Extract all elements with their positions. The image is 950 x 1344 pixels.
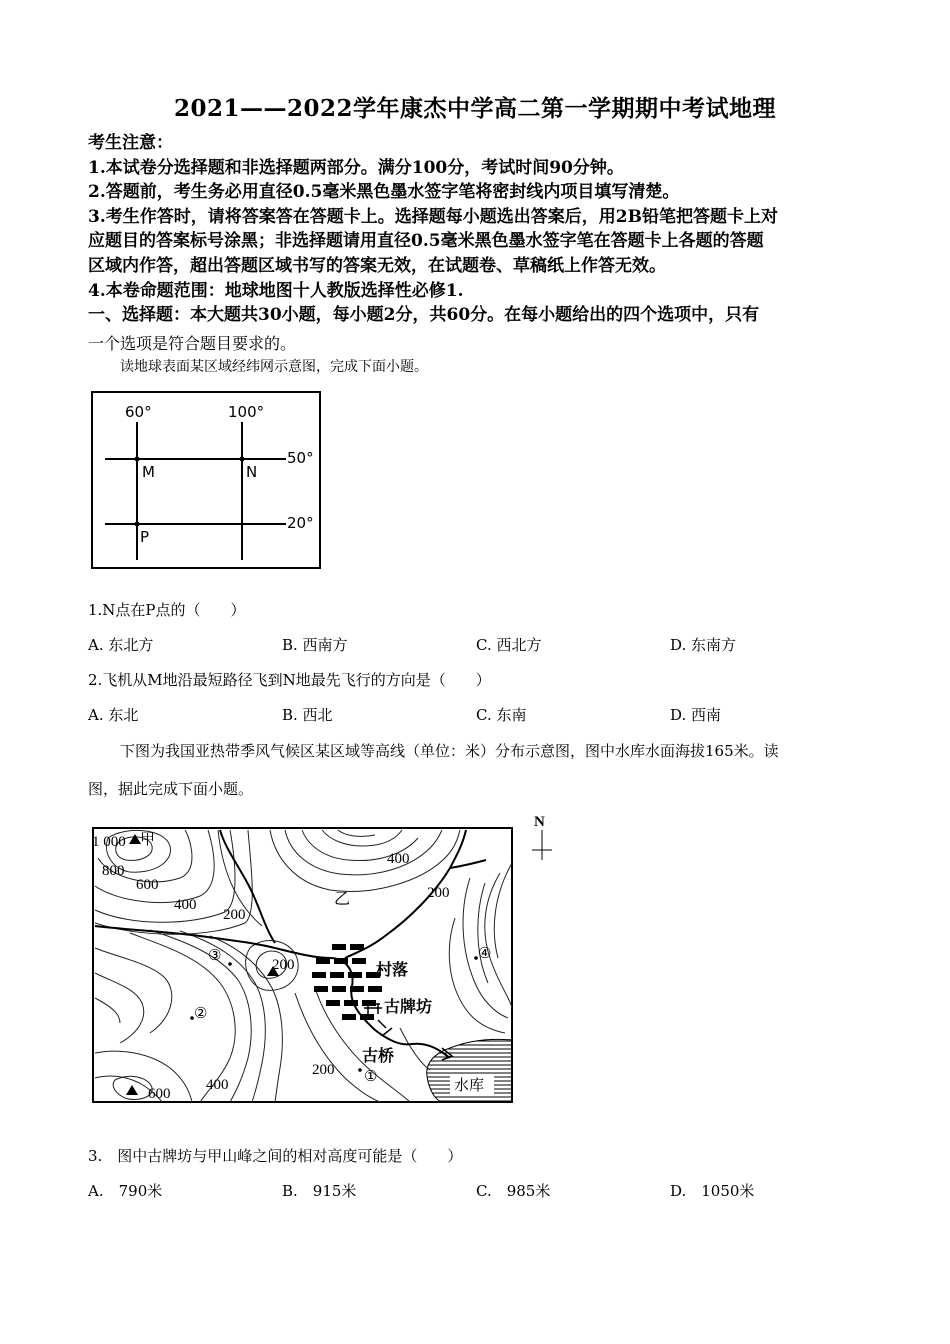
q3-option-c[interactable]: C. 985米: [476, 1182, 551, 1200]
notice-item: 3.考生作答时，请将答案答在答题卡上。选择题每小题选出答案后，用2B铅笔把答题卡上对: [88, 206, 778, 227]
exam-title: 2021——2022学年康杰中学高二第一学期期中考试地理: [173, 95, 777, 122]
contour-label-400-south: 400: [206, 1077, 229, 1093]
group2-intro-line1: 下图为我国亚热带季风气候区某区域等高线（单位：米）分布示意图，图中水库水面海拔165米。读: [120, 742, 779, 760]
site-3-label: ③: [208, 948, 222, 964]
reservoir-label: 水库: [454, 1078, 485, 1094]
site-1-label: ①: [364, 1069, 378, 1085]
contour-label-200-south: 200: [312, 1062, 335, 1078]
contour-label-400-north: 400: [387, 851, 410, 867]
q2-option-a[interactable]: A. 东北: [88, 706, 139, 724]
point-p-label: P: [140, 528, 150, 546]
contour-label-800: 800: [102, 863, 125, 879]
contour-label-600-south: 600: [148, 1086, 171, 1102]
lat-label-50: 50°: [287, 449, 314, 467]
bridge-label: 古桥: [362, 1048, 395, 1065]
place-yi-label: 乙: [334, 891, 351, 908]
contour-label-200: 200: [223, 907, 246, 923]
question-2-stem: 2.飞机从M地沿最短路径飞到N地最先飞行的方向是（ ）: [88, 671, 491, 689]
notice-item: 1.本试卷分选择题和非选择题两部分。满分100分，考试时间90分钟。: [88, 157, 624, 178]
contour-label-400: 400: [174, 897, 197, 913]
lon-label-60: 60°: [125, 403, 152, 421]
group1-intro: 读地球表面某区域经纬网示意图，完成下面小题。: [120, 359, 428, 375]
section-heading-tail: 一个选项是符合题目要求的。: [88, 334, 297, 353]
question-3-stem: 3. 图中古牌坊与甲山峰之间的相对高度可能是（ ）: [88, 1147, 463, 1165]
peak-jia-label: 甲: [140, 832, 156, 848]
lon-label-100: 100°: [228, 403, 265, 421]
notice-item: 2.答题前，考生务必用直径0.5毫米黑色墨水签字笔将密封线内项目填写清楚。: [88, 182, 680, 203]
point-n-label: N: [246, 463, 258, 481]
village-label: 村落: [376, 962, 409, 979]
site-2-label: ②: [194, 1006, 208, 1022]
site-4-label: ④: [478, 946, 492, 962]
q3-option-b[interactable]: B. 915米: [282, 1182, 357, 1200]
q1-option-d[interactable]: D. 东南方: [670, 636, 737, 654]
notice-item: 4.本卷命题范围：地球地图十人教版选择性必修1.: [88, 280, 464, 301]
question-1-stem: 1.N点在P点的（ ）: [88, 601, 246, 619]
contour-label-200-north: 200: [427, 885, 450, 901]
peak-200-label: 200: [272, 957, 295, 973]
q1-option-c[interactable]: C. 西北方: [476, 636, 542, 654]
section-heading: 一、选择题：本大题共30小题，每小题2分，共60分。在每小题给出的四个选项中，只有: [88, 305, 760, 326]
group2-intro-line2: 图，据此完成下面小题。: [88, 780, 254, 798]
q3-option-d[interactable]: D. 1050米: [670, 1182, 755, 1200]
contour-label-1000: 1 000: [92, 834, 126, 850]
contour-label-600: 600: [136, 877, 159, 893]
graticule-figure: [90, 390, 324, 572]
notice-item: 区域内作答，超出答题区域书写的答案无效，在试题卷、草稿纸上作答无效。: [88, 255, 666, 276]
north-label: N: [534, 814, 545, 830]
notice-heading: 考生注意：: [88, 133, 173, 153]
q2-option-d[interactable]: D. 西南: [670, 706, 722, 724]
contour-map: [90, 808, 560, 1108]
point-m-label: M: [142, 463, 155, 481]
q1-option-a[interactable]: A. 东北方: [88, 636, 154, 654]
q1-option-b[interactable]: B. 西南方: [282, 636, 348, 654]
lat-label-20: 20°: [287, 514, 314, 532]
q2-option-c[interactable]: C. 东南: [476, 706, 527, 724]
notice-item: 应题目的答案标号涂黑；非选择题请用直径0.5毫米黑色墨水签字笔在答题卡上各题的答题: [88, 231, 764, 252]
archway-label: 古牌坊: [384, 999, 433, 1016]
exam-notice: [88, 131, 868, 328]
q3-option-a[interactable]: A. 790米: [88, 1182, 163, 1200]
q2-option-b[interactable]: B. 西北: [282, 706, 333, 724]
